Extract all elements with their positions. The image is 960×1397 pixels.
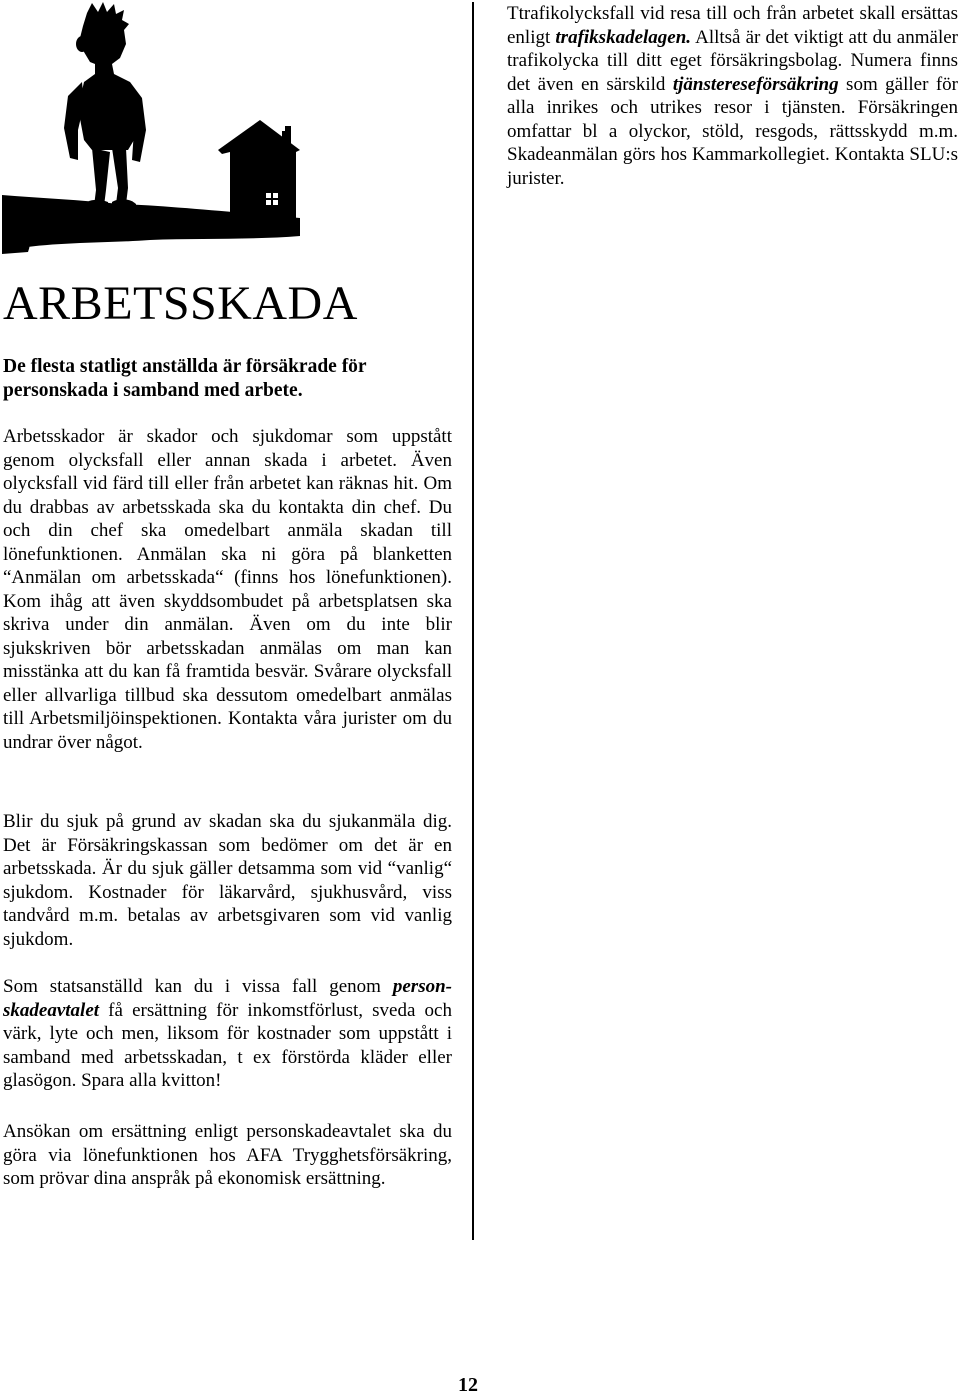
travel-accident-text-2: Alltså är det viktigt att du anmäler trafikolycka till ditt eget försäkringsbolag. Numera finns det även en särskild — [507, 26, 958, 95]
travel-accident-paragraph — [507, 2, 958, 190]
trafikskadelagen-term: trafikskadelagen. — [555, 26, 692, 48]
personal-injury-agreement-paragraph — [3, 975, 452, 1093]
travel-accident-text-1: Ttrafikolycksfall vid resa till och från arbetet skall ersättas enligt — [507, 3, 958, 48]
agreement-text-1: Som statsanställd kan du i vissa fall genom — [3, 976, 393, 997]
lead-paragraph: De flesta statligt anställda är försäkrade för personskada i samband med arbete. — [3, 356, 367, 401]
page-number: 12 — [458, 1374, 478, 1396]
agreement-text-2: få ersättning för inkomstförlust, sveda och värk, lyte och men, liksom för kostnader som uppstått i samband med arbetsskadan, t ex förstörda kläder eller glasögon. Spara alla kvitton! — [3, 999, 452, 1091]
work-injury-paragraph: Arbetsskador är skador och sjukdomar som uppstått genom olycksfall eller annan skada i arbetet. Även olycksfall vid färd till eller från arbetet kan räknas hit. Om du drabbas av arbetsskada ska du kontakta din chef. Du och din chef ska omedelbart anmäla skadan till lönefunktionen. Anmälan ska ni göra på blanketten “Anmälan om arbetsskada“ (finns hos lönefunktionen). Kom ihåg att även skyddsombudet på arbetsplatsen ska skriva under din anmälan. Även om du inte blir sjukskriven bör arbetsskadan anmälas om man kan misstänka att du kan få framtida besvär. Svårare olycksfall eller allvarliga tillbud ska dessutom omedelbart anmälas till Arbetsmiljöinspektionen. Kontakta våra jurister om du undrar över något. — [3, 426, 452, 753]
personskadeavtalet-term: person-skadeavtalet — [3, 976, 452, 1021]
column-divider — [472, 2, 474, 1240]
sick-report-paragraph: Blir du sjuk på grund av skadan ska du sjukanmäla dig. Det är Försäkringskassan som bedömer om det är en arbetsskada. Är du sjuk gäller detsamma som vid “vanlig“ sjukdom. Kostnader för läkarvård, sjukhusvård, viss tandvård m.m. betalas av arbetsgivaren som vid vanlig sjukdom. — [3, 811, 452, 950]
man-walking-from-house-icon — [0, 0, 320, 255]
section-heading: ARBETSSKADA — [3, 277, 358, 330]
tjanstereseforsakring-term: tjänstereseförsäkring — [672, 73, 839, 95]
travel-accident-text-3: som gäller för alla inrikes och utrikes resor i tjänsten. Försäkringen omfattar bl a olyckor, stöld, resgods, rättsskydd m.m. Skadeanmälan görs hos Kammarkollegiet. Kontakta SLU:s jurister. — [507, 73, 958, 189]
application-paragraph: Ansökan om ersättning enligt personskadeavtalet ska du göra via lönefunktionen hos AFA Trygghetsförsäkring, som prövar dina anspråk på ekonomisk ersättning. — [3, 1121, 452, 1189]
